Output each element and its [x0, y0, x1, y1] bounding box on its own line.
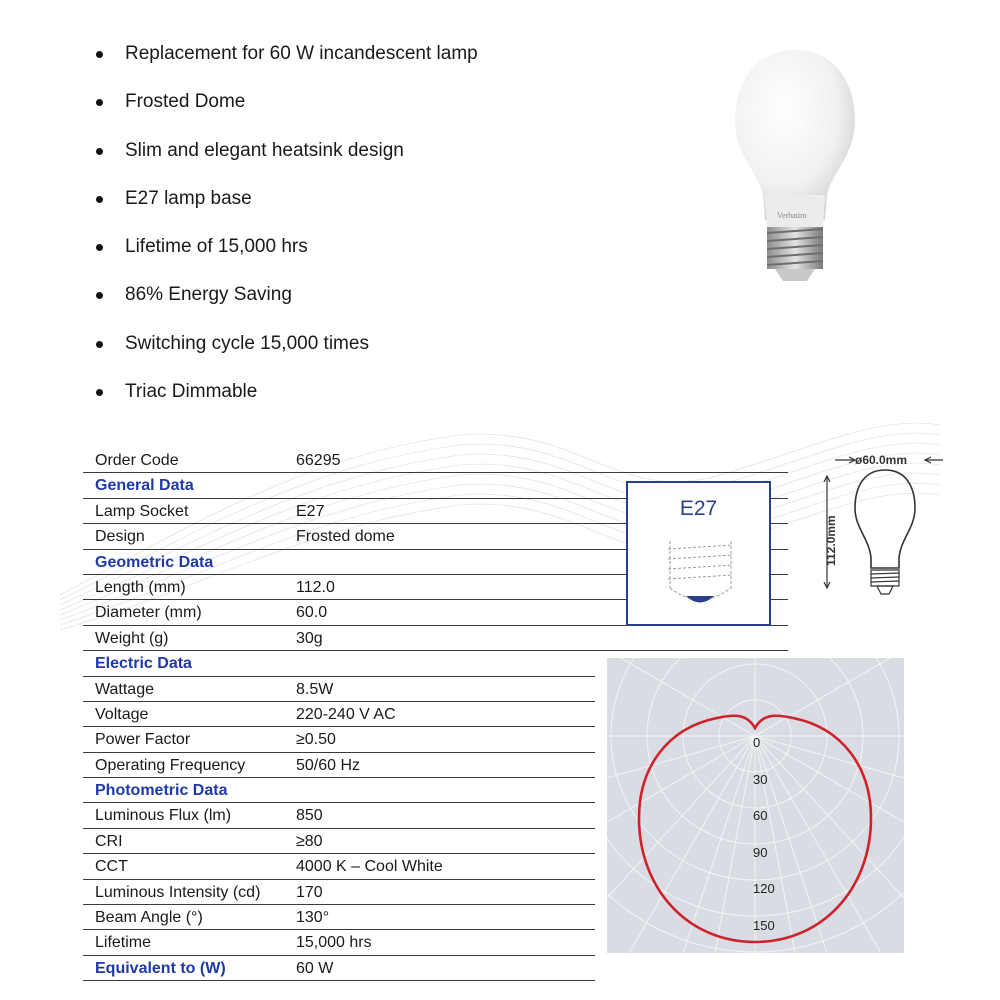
spec-label: Order Code	[95, 452, 179, 469]
brand-logo-text: Verbatim	[777, 211, 807, 220]
polar-label: 60	[753, 808, 768, 823]
diameter-label: ø60.0mm	[855, 453, 908, 467]
bulb-product-image	[715, 45, 875, 290]
section-header: Equivalent to (W) 60 W	[83, 956, 595, 981]
polar-label: 30	[753, 772, 768, 787]
polar-label: 0	[753, 735, 761, 750]
polar-label: 150	[753, 918, 775, 933]
feature-item: 86% Energy Saving	[92, 275, 478, 323]
table-row: Beam Angle (°) 130°	[83, 905, 595, 930]
table-row: CRI ≥80	[83, 829, 595, 854]
section-header: Geometric Data	[83, 550, 788, 575]
table-row: Weight (g) 30g	[83, 626, 788, 651]
section-header: General Data	[83, 473, 788, 498]
table-row: CCT 4000 K – Cool White	[83, 854, 595, 879]
feature-item: Triac Dimmable	[92, 372, 478, 420]
polar-diagram	[607, 658, 904, 953]
feature-item: Frosted Dome	[92, 82, 478, 130]
table-row: Operating Frequency 50/60 Hz	[83, 753, 595, 778]
spec-value: 66295	[296, 452, 341, 469]
table-row: Luminous Intensity (cd) 170	[83, 880, 595, 905]
feature-item: Replacement for 60 W incandescent lamp	[92, 34, 478, 82]
feature-item: E27 lamp base	[92, 179, 478, 227]
table-row: Lifetime 15,000 hrs	[83, 930, 595, 955]
socket-label: E27	[679, 497, 718, 520]
table-row: Diameter (mm) 60.0	[83, 600, 788, 625]
polar-label: 90	[753, 845, 768, 860]
table-row: Length (mm) 112.0	[83, 575, 788, 600]
socket-drawing	[628, 483, 773, 628]
feature-item: Switching cycle 15,000 times	[92, 324, 478, 372]
dimension-drawing	[815, 448, 945, 598]
feature-item: Lifetime of 15,000 hrs	[92, 227, 478, 275]
table-row: Luminous Flux (lm) 850	[83, 803, 595, 828]
table-row: Voltage 220-240 V AC	[83, 702, 595, 727]
feature-list	[92, 34, 478, 420]
section-header: Photometric Data	[83, 778, 595, 803]
table-row: Power Factor ≥0.50	[83, 727, 595, 752]
polar-label: 120	[753, 881, 775, 896]
table-row	[83, 448, 788, 473]
table-row: Lamp Socket E27	[83, 499, 788, 524]
socket-diagram	[626, 481, 771, 626]
section-header: Electric Data	[83, 651, 595, 676]
table-row: Wattage 8.5W	[83, 677, 595, 702]
height-label: 112.0mm	[824, 515, 838, 566]
polar-grid	[607, 658, 904, 953]
feature-item: Slim and elegant heatsink design	[92, 131, 478, 179]
table-row: Design Frosted dome	[83, 524, 788, 549]
